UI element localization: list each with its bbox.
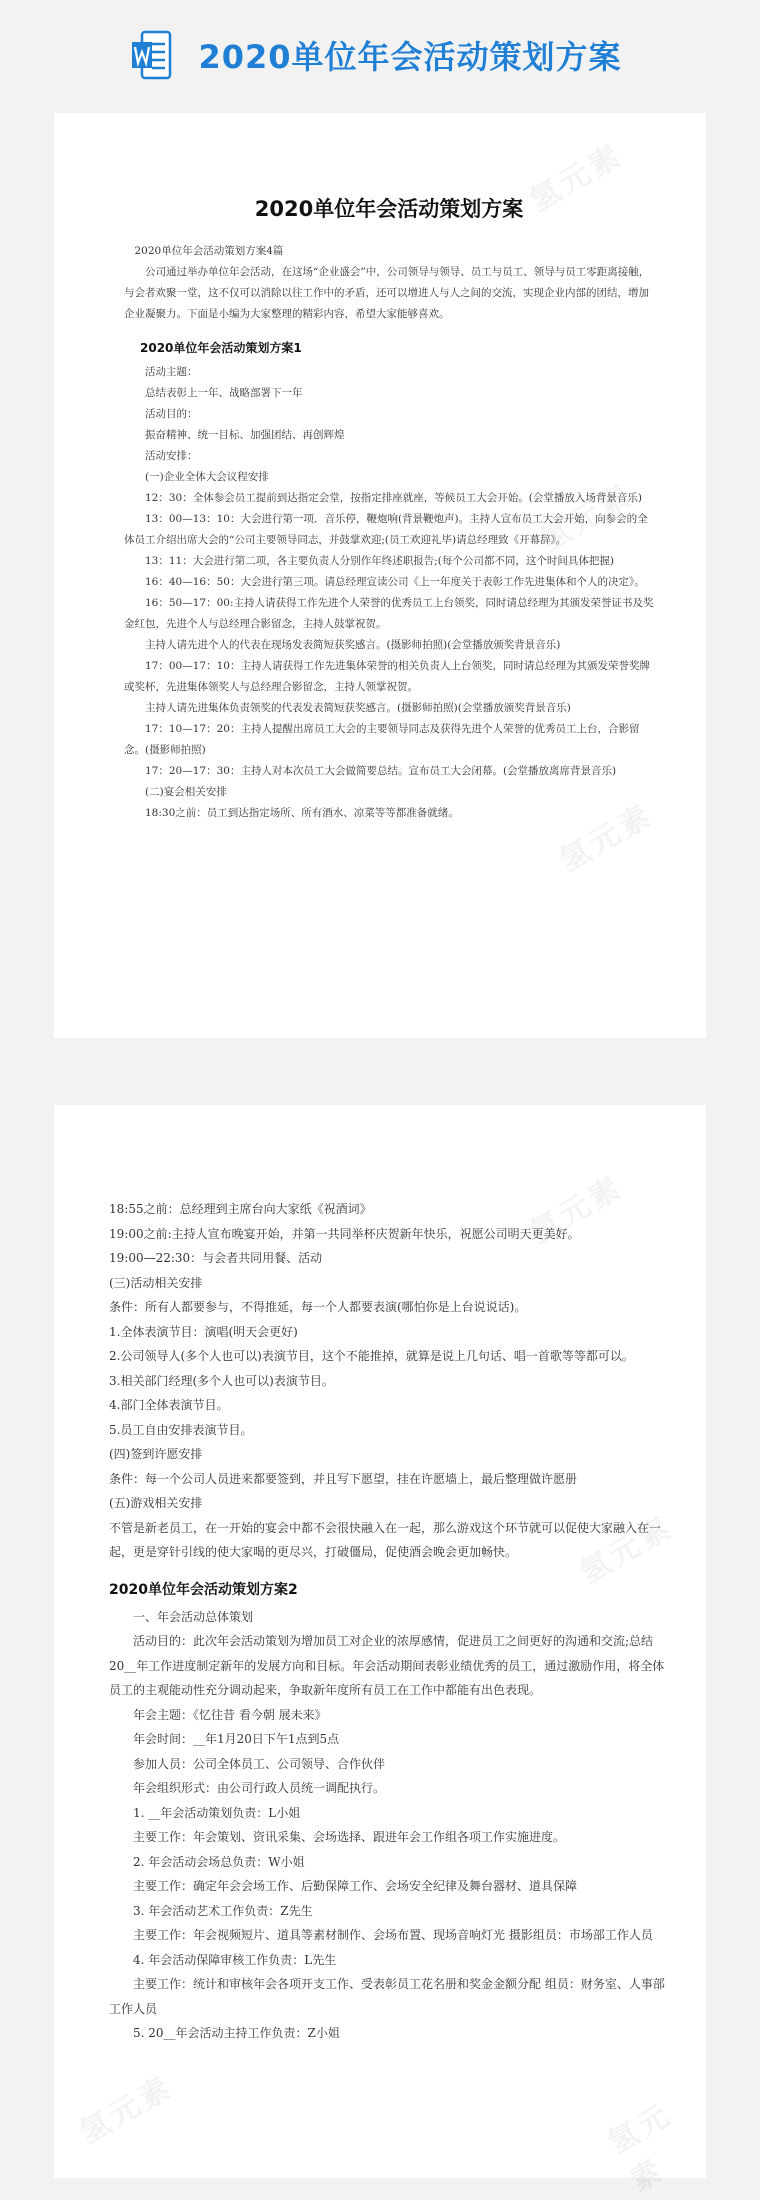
paragraph: 19:00—22:30：与会者共同用餐、活动 [109,1251,323,1265]
paragraph: 19:00之前:主持人宣布晚宴开始，并第一共同举杯庆贺新年快乐，祝愿公司明天更美好。 [109,1226,580,1241]
paragraph: 一、年会活动总体策划 [133,1609,254,1624]
paragraph: 总结表彰上一年、战略部署下一年 [145,387,303,399]
page-2-body-a [109,1197,666,1565]
paragraph: 条件：所有人都要参与，不得推延，每一个人都要表演(哪怕你是上台说说话)。 [109,1300,527,1314]
paragraph: 4.部门全体表演节目。 [109,1398,229,1412]
paragraph: 17：00—17：10：主持人请获得工作先进集体荣誉的相关负责人上台领奖，同时请总经理为其颁发荣誉奖牌或奖杯，先进集体领奖人与总经理合影留念，主持人领掌祝贺。 [124,660,650,693]
watermark: 氢元素 [523,137,630,219]
word-document-icon [132,30,172,82]
paragraph: 16：40—16：50：大会进行第三项。请总经理宣读公司《上一年度关于表彰工作先进集体和个人的决定》。 [145,576,645,588]
paragraph: 17：10—17：20：主持人提醒出席员工大会的主要领导同志及获得先进个人荣誉的优秀员工上台，合影留念。(摄影师拍照) [124,723,640,756]
paragraph: 主要工作：年会策划、资讯采集、会场选择、跟进年会工作组各项工作实施进度。 [133,1830,566,1844]
paragraph: 主要工作：确定年会会场工作、后勤保障工作、会场安全纪律及舞台器材、道具保障 [133,1879,578,1893]
paragraph: 4. 年会活动保障审核工作负责：L先生 [133,1952,337,1967]
document-page-1 [54,113,706,1038]
paragraph: (一)企业全体大会议程安排 [145,471,269,483]
watermark: 氢元素 [602,2096,679,2200]
paragraph: 主持人请先进个人的代表在现场发表简短获奖感言。(摄影师拍照)(会堂播放颁奖背景音乐) [145,639,561,651]
paragraph: 18:55之前：总经理到主席台向大家纸《祝酒词》 [109,1202,372,1216]
paragraph: 3. 年会活动艺术工作负责：Z先生 [133,1903,313,1918]
intro-heading: 2020单位年会活动策划方案4篇 [134,245,284,257]
paragraph: 16：50—17：00:主持人请获得工作先进个人荣誉的优秀员工上台领奖，同时请总经理为其颁发荣誉证书及奖金红包，先进个人与总经理合影留念，主持人鼓掌祝贺。 [124,597,654,630]
watermark: 氢元素 [533,477,640,559]
paragraph: 主持人请先进集体负责领奖的代表发表简短获奖感言。(摄影师拍照)(会堂播放颁奖背景音乐) [145,702,571,714]
document-title: 2020单位年会活动策划方案 [254,197,524,221]
intro-paragraph: 公司通过举办单位年会活动，在这场“企业盛会”中，公司领导与领导、员工与员工、领导与员工零距离接触，与会者欢聚一堂，这不仅可以消除以往工作中的矛盾，还可以增进人与人之间的交流，实现企业内部的团结，增加企业凝聚力。下面是小编为大家整理的精彩内容，希望大家能够喜欢。 [124,266,650,320]
paragraph: 活动主题： [145,366,198,378]
paragraph: 5.员工自由安排表演节目。 [109,1422,253,1437]
paragraph: 主要工作：统计和审核年会各项开支工作、受表彰员工花名册和奖金金额分配 组员：财务室、人事部工作人员 [109,1977,665,2016]
watermark: 氢元素 [553,797,660,879]
paragraph: (四)签到许愿安排 [109,1447,203,1461]
paragraph: 活动目的：此次年会活动策划为增加员工对企业的浓厚感情，促进员工之间更好的沟通和交流;总结20__年工作进度制定新年的发展方向和目标。年会活动期间表彰业绩优秀的员工，通过激励作用，将全体员工的主观能动性充分调动起来，争取新年度所有员工在工作中都能有出色表现。 [109,1634,665,1697]
paragraph: 参加人员：公司全体员工、公司领导、合作伙伴 [133,1756,386,1771]
paragraph: 3.相关部门经理(多个人也可以)表演节目。 [109,1373,334,1388]
section-heading-2: 2020单位年会活动策划方案2 [109,1581,298,1598]
paragraph: 年会主题：《忆往昔 看今朝 展未来》 [133,1707,327,1722]
watermark: 氢元素 [573,1509,680,1591]
paragraph: 13：00—13：10：大会进行第一项．音乐停，鞭炮响(背景鞭炮声)。主持人宣布员工大会开始，向参会的全体员工介绍出席大会的“公司主要领导同志，并鼓掌欢迎;(员工欢迎礼毕)请总经理致《开幕辞》。 [124,513,648,546]
paragraph: 活动目的： [145,408,198,420]
banner-title: 2020单位年会活动策划方案 [198,38,622,76]
watermark: 氢元素 [523,1169,630,1251]
paragraph: 2.公司领导人(多个人也可以)表演节目，这个不能推掉，就算是说上几句话、唱一首歌等等都可以。 [109,1349,634,1363]
paragraph: 18:30之前：员工到达指定场所、所有酒水、凉菜等等都准备就绪。 [145,807,459,819]
paragraph: (五)游戏相关安排 [109,1496,203,1510]
document-page-2 [54,1105,706,2200]
paragraph: 1.全体表演节目：演唱(明天会更好) [109,1324,298,1339]
paragraph: 条件：每一个公司人员进来都要签到，并且写下愿望，挂在许愿墙上，最后整理做许愿册 [109,1471,578,1486]
paragraph: 17：20—17：30：主持人对本次员工大会做简要总结。宣布员工大会闭幕。(会堂播放离席背景音乐) [145,765,617,777]
paragraph: 12：30：全体参会员工提前到达指定会堂，按指定排座就座，等候员工大会开始。(会堂播放入场背景音乐) [145,492,642,504]
section-1-body [124,362,654,824]
paragraph: 年会时间：__年1月20日下午1点到5点 [133,1732,340,1746]
paragraph: 活动安排： [145,450,198,462]
page-2-body-b [109,1605,666,2046]
paragraph: 2. 年会活动会场总负责：W小姐 [133,1854,305,1869]
paragraph: 年会组织形式：由公司行政人员统一调配执行。 [133,1781,386,1795]
banner [0,0,760,110]
watermark: 氢元素 [73,2069,180,2151]
section-heading-1: 2020单位年会活动策划方案1 [140,341,302,355]
paragraph: 不管是新老员工，在一开始的宴会中都不会很快融入在一起，那么游戏这个环节就可以促使大家融入在一起，更是穿针引线的使大家喝的更尽兴，打破僵局，促使酒会晚会更加畅快。 [109,1520,662,1559]
paragraph: (二)宴会相关安排 [145,786,227,798]
paragraph: 主要工作：年会视频短片、道具等素材制作、会场布置、现场音响灯光 摄影组员：市场部工作人员 [133,1928,653,1942]
paragraph: 1. __年会活动策划负责：L小姐 [133,1805,301,1820]
paragraph: 5. 20__年会活动主持工作负责：Z小姐 [133,2026,340,2040]
paragraph: 13：11：大会进行第二项，各主要负责人分别作年终述职报告;(每个公司都不同，这个时间具体把握) [145,555,614,567]
paragraph: 振奋精神、统一目标、加强团结、再创辉煌 [145,429,345,441]
paragraph: (三)活动相关安排 [109,1275,203,1290]
